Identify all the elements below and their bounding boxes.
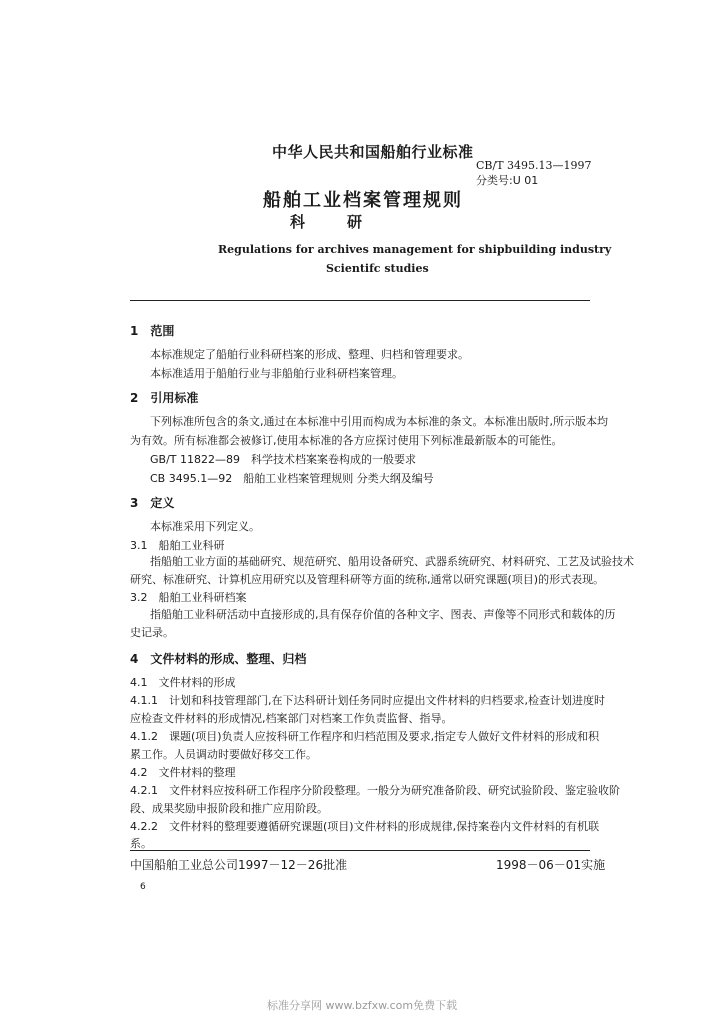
page-number: 6 — [140, 882, 146, 892]
section-4-heading: 4 文件材料的形成、整理、归档 — [130, 652, 307, 666]
section-4-1-1-line-2: 应检查文件材料的形成情况,档案部门对档案工作负责监督、指导。 — [130, 712, 453, 725]
section-4-2-2-line-2: 系。 — [130, 837, 152, 850]
section-3-2-heading: 3.2 船舶工业科研档案 — [130, 591, 247, 604]
section-4-1-2-line-1: 4.1.2 课题(项目)负责人应按科研工作程序和归档范围及要求,指定专人做好文件材料的形成和积 — [130, 730, 600, 743]
section-4-1-2-line-2: 累工作。人员调动时要做好移交工作。 — [130, 748, 317, 761]
reference-standard-2: CB 3495.1—92 船舶工业档案管理规则 分类大纲及编号 — [150, 472, 434, 485]
section-3-2-line-1: 指船舶工业科研活动中直接形成的,具有保存价值的各种文字、图表、声像等不同形式和载体的历 — [150, 608, 616, 621]
section-3-1-line-1: 指船舶工业方面的基础研究、规范研究、船用设备研究、武器系统研究、材料研究、工艺及试验技术 — [150, 555, 634, 568]
org-title: 中华人民共和国船舶行业标准 — [272, 143, 474, 161]
section-4-1-heading: 4.1 文件材料的形成 — [130, 676, 236, 689]
section-4-1-1-line-1: 4.1.1 计划和科技管理部门,在下达科研计划任务同时应提出文件材料的归档要求,检查计划进度时 — [130, 694, 605, 707]
section-4-2-heading: 4.2 文件材料的整理 — [130, 766, 236, 779]
section-2-heading: 2 引用标准 — [130, 391, 199, 405]
section-3-2-line-2: 史记录。 — [130, 626, 174, 639]
section-4-2-2-line-1: 4.2.2 文件材料的整理要遵循研究课题(项目)文件材料的形成规律,保持案卷内文件材料的有机联 — [130, 820, 600, 833]
section-2-paragraph-line-2: 为有效。所有标准都会被修订,使用本标准的各方应探讨使用下列标准最新版本的可能性。 — [130, 434, 563, 447]
bottom-divider — [130, 850, 590, 851]
section-4-2-1-line-2: 段、成果奖励申报阶段和推广应用阶段。 — [130, 802, 328, 815]
section-1-paragraph-2: 本标准适用于船舶行业与非船舶行业科研档案管理。 — [150, 367, 403, 380]
section-1-heading: 1 范围 — [130, 324, 175, 338]
document-title: 船舶工业档案管理规则 — [263, 190, 463, 211]
document-subtitle: 科研 — [290, 213, 405, 231]
section-2-paragraph-line-1: 下列标准所包含的条文,通过在本标准中引用而构成为本标准的条文。本标准出版时,所示版本均 — [150, 415, 608, 428]
section-4-2-1-line-1: 4.2.1 文件材料应按科研工作程序分阶段整理。一般分为研究准备阶段、研究试验阶段、鉴定验收阶 — [130, 784, 620, 797]
effective-date: 1998－06－01实施 — [496, 858, 606, 872]
reference-standard-1: GB/T 11822—89 科学技术档案案卷构成的一般要求 — [150, 453, 416, 466]
section-3-1-heading: 3.1 船舶工业科研 — [130, 539, 225, 552]
section-3-paragraph: 本标准采用下列定义。 — [150, 520, 260, 533]
approval-date: 中国船舶工业总公司1997－12－26批准 — [130, 858, 348, 872]
english-title: Regulations for archives management for shipbuilding industry — [218, 243, 612, 256]
watermark: 标准分享网 www.bzfxw.com免费下载 — [267, 999, 458, 1012]
classification-number: 分类号:U 01 — [476, 174, 539, 187]
english-subtitle: Scientifc studies — [326, 262, 429, 275]
section-3-heading: 3 定义 — [130, 496, 175, 510]
section-3-1-line-2: 研究、标准研究、计算机应用研究以及管理科研等方面的统称,通常以研究课题(项目)的形式表现。 — [130, 573, 605, 586]
top-divider — [130, 300, 590, 301]
section-1-paragraph-1: 本标准规定了船舶行业科研档案的形成、整理、归档和管理要求。 — [150, 348, 469, 361]
standard-number: CB/T 3495.13—1997 — [476, 159, 592, 172]
